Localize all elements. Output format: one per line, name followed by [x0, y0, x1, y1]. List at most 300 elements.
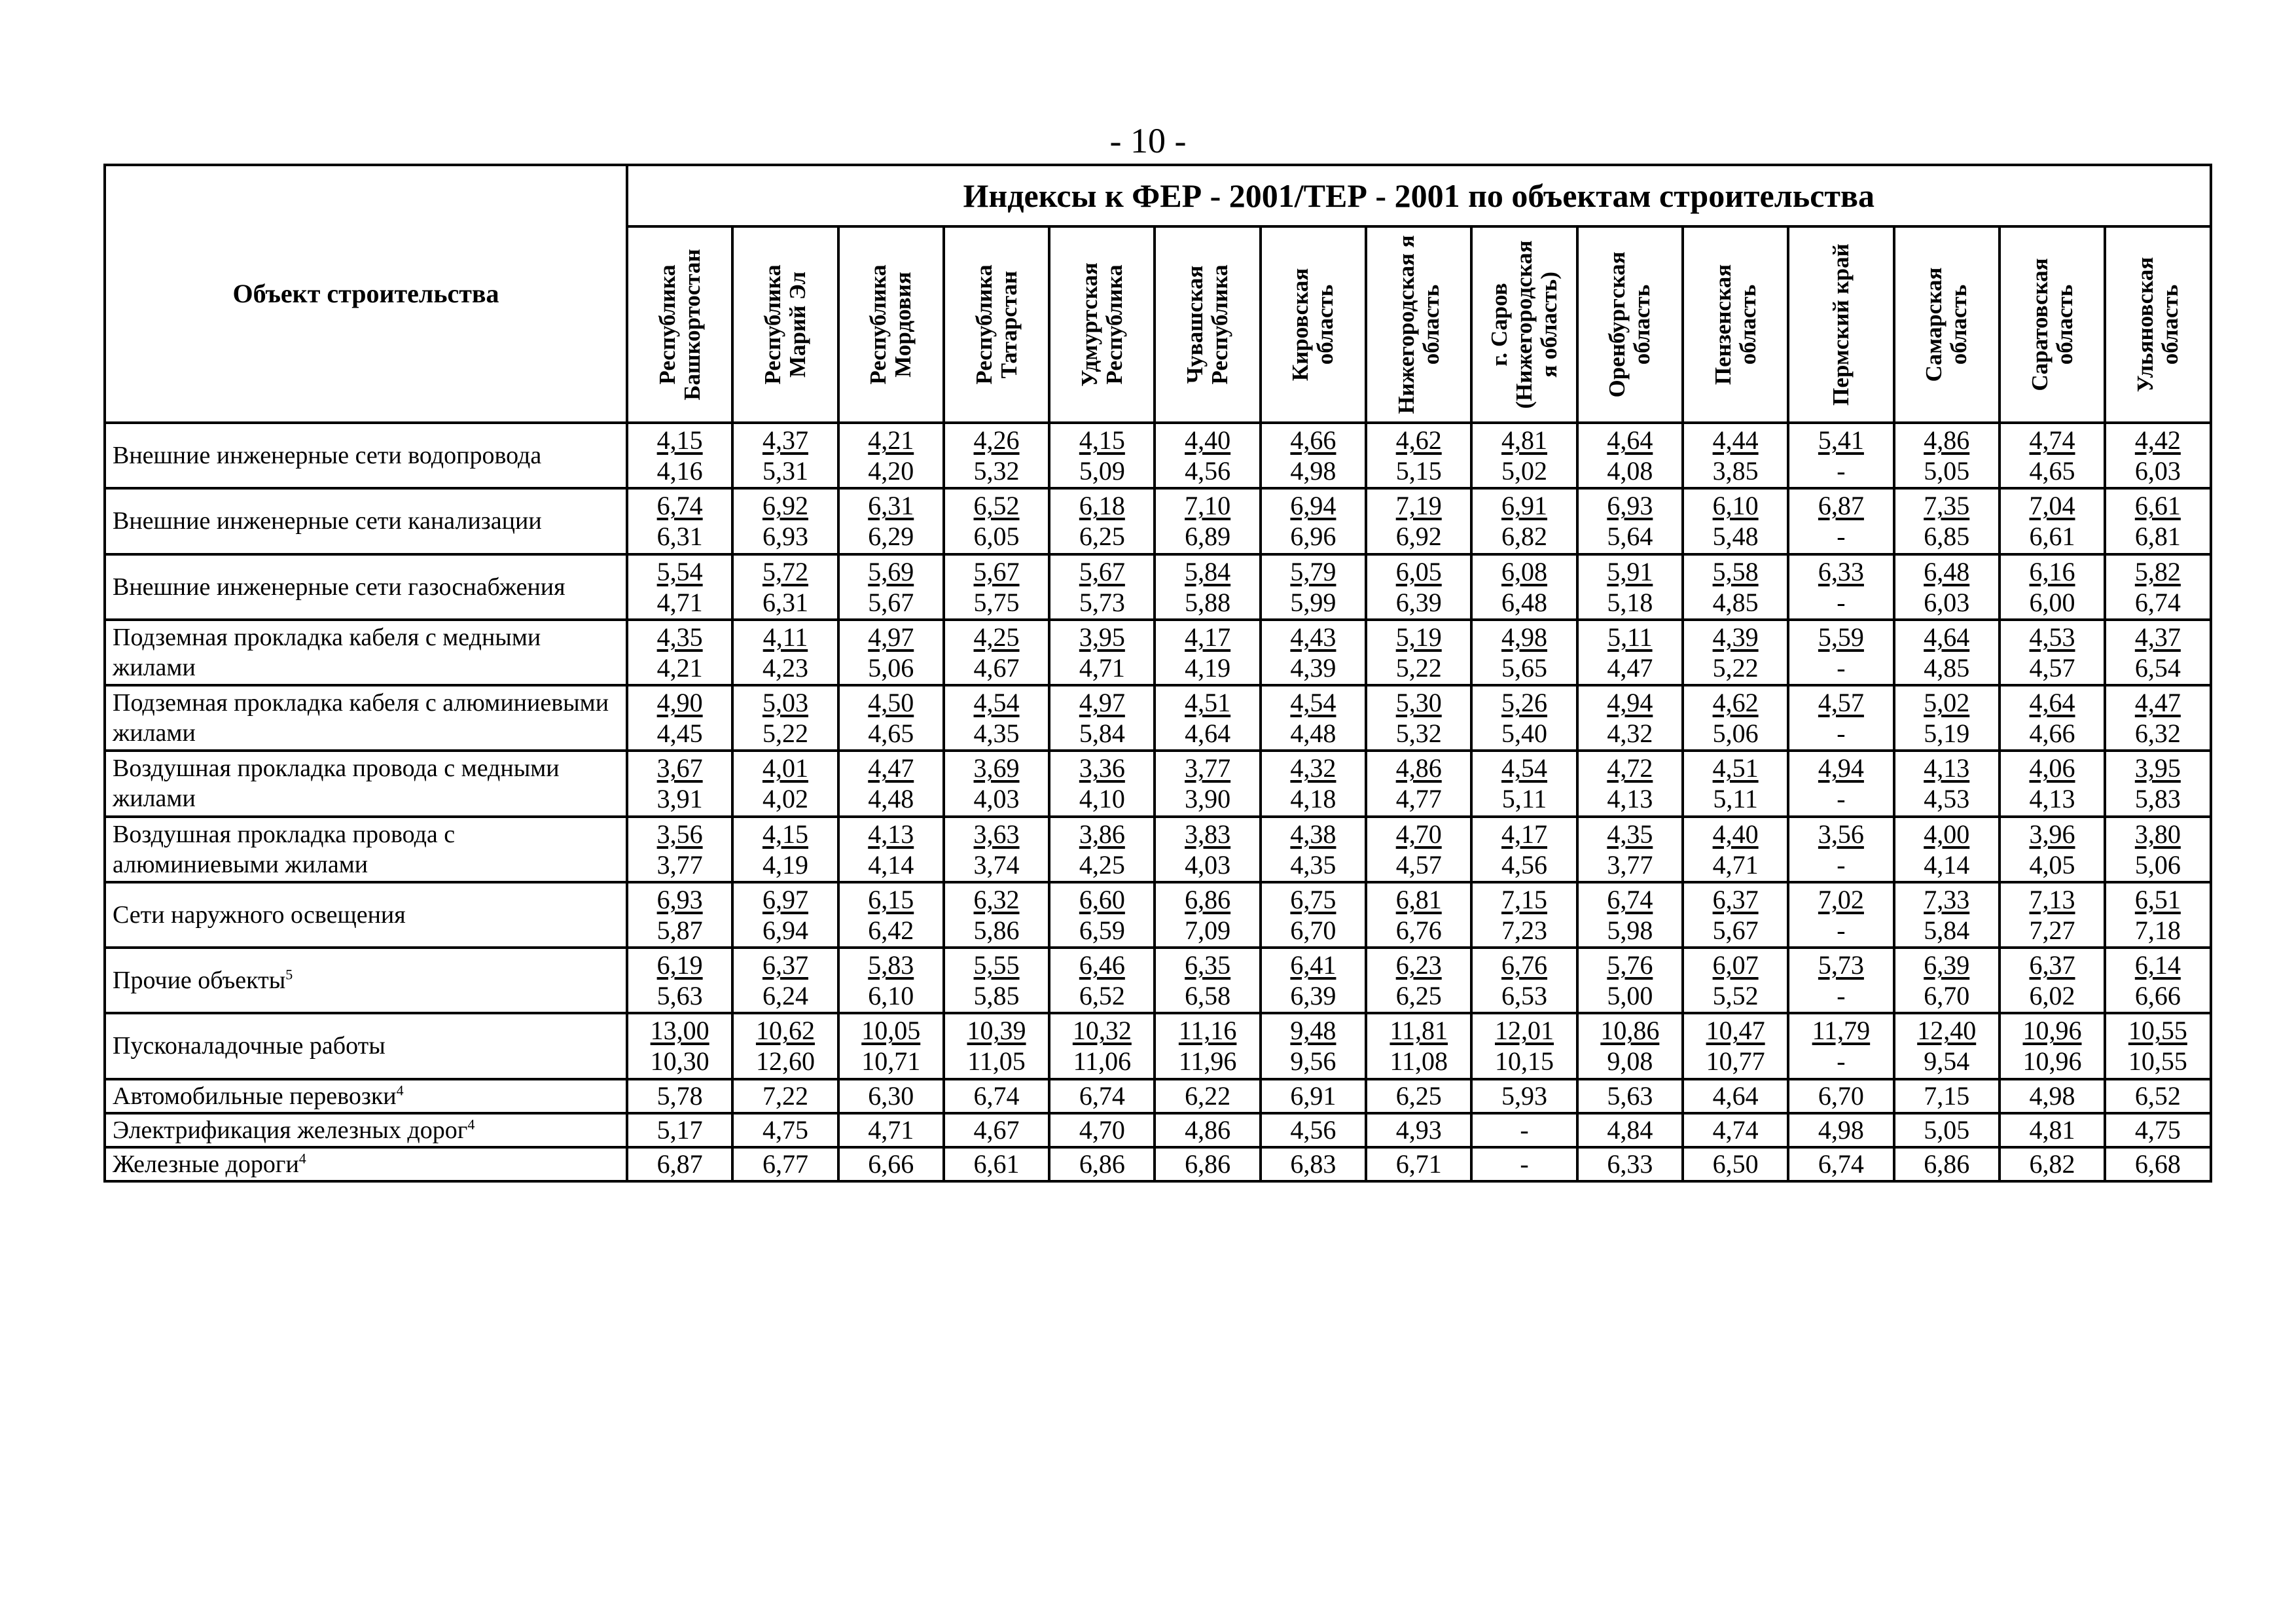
table-row [105, 620, 2211, 685]
value-upper: 5,67 [1079, 556, 1125, 586]
value-lower: 5,75 [973, 587, 1020, 617]
value: 4,67 [973, 1115, 1020, 1145]
value-cell [944, 554, 1049, 620]
footnote-mark: 4 [298, 1150, 306, 1167]
value-cell [2105, 620, 2210, 685]
value-cell [1261, 817, 1366, 882]
value-lower: 5,32 [1395, 719, 1442, 749]
value-cell [1049, 948, 1155, 1013]
value-cell [1577, 685, 1683, 751]
value-cell [1471, 817, 1577, 882]
value-cell [2105, 948, 2210, 1013]
value-upper: 6,10 [1712, 491, 1759, 521]
value-upper: 4,13 [1924, 753, 1970, 783]
value-upper: 3,56 [656, 819, 703, 849]
value-lower: 5,86 [973, 915, 1020, 945]
value: 6,86 [1079, 1149, 1125, 1179]
value-upper: 10,96 [2022, 1016, 2082, 1046]
object-name-cell [105, 1113, 627, 1147]
object-name-cell [105, 1147, 627, 1181]
value-cell [2000, 948, 2105, 1013]
table-row [105, 1147, 2211, 1181]
value-upper: 13,00 [650, 1016, 709, 1046]
value-cell [2000, 554, 2105, 620]
value-cell [627, 620, 732, 685]
value-cell [838, 423, 944, 488]
value-cell [627, 1147, 732, 1181]
value-upper: 10,32 [1072, 1016, 1132, 1046]
value-cell [1788, 1079, 1893, 1113]
value-lower: 3,74 [973, 849, 1020, 880]
value-lower: 6,89 [1185, 522, 1231, 552]
value-cell [1577, 1013, 1683, 1079]
value-lower: 4,35 [973, 719, 1020, 749]
value-upper: 4,43 [1290, 622, 1336, 652]
value-upper: 4,97 [868, 622, 914, 652]
value-upper: 4,86 [1924, 425, 1970, 455]
value-cell [1683, 423, 1788, 488]
value-lower: 4,53 [1924, 784, 1970, 814]
value-cell [627, 1013, 732, 1079]
object-name: Автомобильные перевозки [113, 1082, 397, 1110]
value-upper: 10,47 [1706, 1016, 1765, 1046]
value-cell [1155, 1113, 1260, 1147]
value-lower: - [1837, 719, 1846, 749]
region-label: Чувашская Республика [1182, 264, 1233, 385]
value-upper: 4,06 [2029, 753, 2075, 783]
value-cell [1683, 1147, 1788, 1181]
object-name: Прочие объекты [113, 967, 286, 995]
value-cell [1366, 1147, 1471, 1181]
value: 6,50 [1712, 1149, 1759, 1179]
value-lower: 4,71 [656, 587, 703, 617]
value-cell [1894, 1113, 2000, 1147]
value-cell [627, 817, 732, 882]
value-cell [1894, 488, 2000, 554]
value-lower: 4,10 [1079, 784, 1125, 814]
value-upper: 3,67 [656, 753, 703, 783]
region-label: Республика Марий Эл [759, 264, 810, 385]
value-lower: 12,60 [755, 1046, 815, 1077]
value: 6,70 [1818, 1080, 1864, 1111]
value-lower: 4,65 [2029, 456, 2075, 486]
value-lower: 5,67 [1712, 915, 1759, 945]
value-upper: 4,53 [2029, 622, 2075, 652]
value-cell [1155, 685, 1260, 751]
value-cell [1261, 882, 1366, 948]
construction-index-table [103, 164, 2212, 1183]
value-upper: 6,93 [1607, 491, 1653, 521]
value-upper: 4,47 [2134, 688, 2181, 718]
value-lower: 4,85 [1712, 587, 1759, 617]
value-lower: 9,08 [1607, 1046, 1653, 1077]
region-header-13 [2000, 226, 2105, 423]
value-cell [732, 1113, 838, 1147]
value-cell [944, 620, 1049, 685]
value-cell [944, 948, 1049, 1013]
object-name-cell [105, 1079, 627, 1113]
region-label: Пермский край [1827, 243, 1854, 406]
value-upper: 6,93 [656, 884, 703, 914]
value-upper: 3,36 [1079, 753, 1125, 783]
value-lower: 4,65 [868, 719, 914, 749]
value-upper: 6,52 [973, 491, 1020, 521]
value-cell [944, 1079, 1049, 1113]
object-name-cell [105, 948, 627, 1013]
value-cell [1155, 817, 1260, 882]
value-lower: 4,66 [2029, 719, 2075, 749]
value-cell [838, 948, 944, 1013]
value-lower: 6,03 [1924, 587, 1970, 617]
value: - [1520, 1149, 1529, 1179]
value-lower: 6,52 [1079, 981, 1125, 1011]
value-cell [1471, 423, 1577, 488]
value-upper: 6,33 [1818, 556, 1864, 586]
value-cell [1049, 1147, 1155, 1181]
region-header-10 [1683, 226, 1788, 423]
value-upper: 5,41 [1818, 425, 1864, 455]
value-lower: 4,21 [656, 652, 703, 683]
value-upper: 6,41 [1290, 950, 1336, 980]
value: 4,70 [1079, 1115, 1125, 1145]
value-lower: 5,06 [1712, 719, 1759, 749]
object-name: Подземная прокладка кабеля с медными жилами [113, 623, 541, 681]
value-lower: 4,16 [656, 456, 703, 486]
value: 6,61 [973, 1149, 1020, 1179]
value-upper: 4,37 [2134, 622, 2181, 652]
value-upper: 7,02 [1818, 884, 1864, 914]
value: 5,78 [656, 1080, 703, 1111]
value-cell [732, 1013, 838, 1079]
value-lower: - [1837, 915, 1846, 945]
value-cell [1788, 620, 1893, 685]
value-upper: 5,54 [656, 556, 703, 586]
value-lower: 5,63 [656, 981, 703, 1011]
value: 4,56 [1290, 1115, 1336, 1145]
value-lower: 6,05 [973, 522, 1020, 552]
value-upper: 11,16 [1178, 1016, 1237, 1046]
value-lower: 9,56 [1290, 1046, 1336, 1077]
value-upper: 6,92 [762, 491, 808, 521]
region-header-2 [838, 226, 944, 423]
table-row [105, 1013, 2211, 1079]
value-upper: 6,87 [1818, 491, 1864, 521]
table-row [105, 423, 2211, 488]
value-lower: 4,23 [762, 652, 808, 683]
value-upper: 5,55 [973, 950, 1020, 980]
region-header-5 [1155, 226, 1260, 423]
value-cell [1261, 488, 1366, 554]
value-upper: 7,35 [1924, 491, 1970, 521]
region-header-14 [2105, 226, 2210, 423]
value-upper: 7,19 [1395, 491, 1442, 521]
value-lower: 7,18 [2134, 915, 2181, 945]
value-cell [2000, 685, 2105, 751]
value-lower: 5,87 [656, 915, 703, 945]
value-cell [1155, 488, 1260, 554]
value-lower: 5,67 [868, 587, 914, 617]
value-lower: 6,10 [868, 981, 914, 1011]
value-upper: 4,62 [1395, 425, 1442, 455]
value-upper: 4,62 [1712, 688, 1759, 718]
value-upper: 10,05 [861, 1016, 921, 1046]
value-lower: 11,05 [967, 1046, 1026, 1077]
value-lower: 5,11 [1713, 784, 1758, 814]
value-lower: 4,47 [1607, 652, 1653, 683]
value-lower: 4,64 [1185, 719, 1231, 749]
value-upper: 4,15 [656, 425, 703, 455]
value-cell [1471, 620, 1577, 685]
value: 6,33 [1607, 1149, 1653, 1179]
value-lower: 5,22 [1395, 652, 1442, 683]
value-cell [1471, 1079, 1577, 1113]
value-cell [1155, 423, 1260, 488]
value-upper: 6,16 [2029, 556, 2075, 586]
region-label: Оренбургская область [1604, 251, 1655, 398]
value-cell [1471, 1013, 1577, 1079]
value-cell [2105, 1079, 2210, 1113]
value-upper: 6,37 [2029, 950, 2075, 980]
value-cell [1155, 751, 1260, 816]
value-upper: 4,57 [1818, 688, 1864, 718]
value: 6,77 [762, 1149, 808, 1179]
value-upper: 6,39 [1924, 950, 1970, 980]
region-header-4 [1049, 226, 1155, 423]
value-lower: 10,71 [861, 1046, 921, 1077]
value-upper: 7,04 [2029, 491, 2075, 521]
value: 4,98 [2029, 1080, 2075, 1111]
value-upper: 10,55 [2128, 1016, 2187, 1046]
region-header-12 [1894, 226, 2000, 423]
indices-title: Индексы к ФЕР - 2001/ТЕР - 2001 по объектам строительства [627, 165, 2211, 226]
object-name: Внешние инженерные сети газоснабжения [113, 573, 565, 601]
region-header-3 [944, 226, 1049, 423]
value-upper: 3,86 [1079, 819, 1125, 849]
value-cell [2000, 882, 2105, 948]
object-name: Сети наружного освещения [113, 901, 406, 929]
value-lower: 5,83 [2134, 784, 2181, 814]
value-cell [1366, 882, 1471, 948]
value-lower: 6,39 [1395, 587, 1442, 617]
value-upper: 6,05 [1395, 556, 1442, 586]
value: 5,17 [656, 1115, 703, 1145]
value-lower: 6,53 [1501, 981, 1548, 1011]
value-cell [1366, 423, 1471, 488]
value-lower: 6,02 [2029, 981, 2075, 1011]
value-cell [1366, 620, 1471, 685]
value-lower: 4,57 [2029, 652, 2075, 683]
object-name: Воздушная прокладка провода с алюминиевыми жилами [113, 820, 456, 878]
header-row-main [105, 165, 2211, 226]
value-upper: 4,11 [762, 622, 808, 652]
value-cell [1894, 685, 2000, 751]
value-lower: 3,91 [656, 784, 703, 814]
object-name-cell [105, 423, 627, 488]
value: 6,87 [656, 1149, 703, 1179]
value-cell [2105, 423, 2210, 488]
value-lower: 10,15 [1495, 1046, 1554, 1077]
value-lower: 6,24 [762, 981, 808, 1011]
value-lower: 4,67 [973, 652, 1020, 683]
value-upper: 5,73 [1818, 950, 1864, 980]
value-cell [1155, 1147, 1260, 1181]
value-cell [1049, 554, 1155, 620]
value: 5,63 [1607, 1080, 1653, 1111]
value-cell [1049, 685, 1155, 751]
value-lower: 11,06 [1073, 1046, 1132, 1077]
value-upper: 4,74 [2029, 425, 2075, 455]
value-lower: 6,39 [1290, 981, 1336, 1011]
value: 7,15 [1924, 1080, 1970, 1111]
value-cell [1788, 488, 1893, 554]
value-upper: 4,32 [1290, 753, 1336, 783]
value-cell [838, 685, 944, 751]
value-cell [2105, 882, 2210, 948]
region-header-0 [627, 226, 732, 423]
value-cell [1577, 488, 1683, 554]
object-name-cell [105, 685, 627, 751]
table-row [105, 488, 2211, 554]
value: 6,86 [1185, 1149, 1231, 1179]
value-lower: 6,59 [1079, 915, 1125, 945]
value-cell [1049, 1013, 1155, 1079]
table-row [105, 882, 2211, 948]
value-lower: 6,61 [2029, 522, 2075, 552]
table-row [105, 751, 2211, 816]
value-lower: 4,03 [1185, 849, 1231, 880]
footnote-mark: 5 [285, 966, 293, 983]
value-upper: 4,26 [973, 425, 1020, 455]
value-upper: 6,46 [1079, 950, 1125, 980]
value-cell [1261, 423, 1366, 488]
value-upper: 6,51 [2134, 884, 2181, 914]
value-cell [1366, 488, 1471, 554]
value-upper: 5,19 [1395, 622, 1442, 652]
value: 6,66 [868, 1149, 914, 1179]
value-cell [2105, 751, 2210, 816]
value-cell [2105, 488, 2210, 554]
value-lower: 6,00 [2029, 587, 2075, 617]
value-cell [1683, 1079, 1788, 1113]
value-upper: 4,17 [1501, 819, 1548, 849]
value: 6,83 [1290, 1149, 1336, 1179]
value-upper: 6,32 [973, 884, 1020, 914]
value-upper: 5,83 [868, 950, 914, 980]
value-cell [1366, 751, 1471, 816]
value-lower: 4,39 [1290, 652, 1336, 683]
value-upper: 3,77 [1185, 753, 1231, 783]
value-cell [627, 685, 732, 751]
value-cell [1788, 1013, 1893, 1079]
object-name: Железные дороги [113, 1150, 299, 1178]
value-cell [944, 1013, 1049, 1079]
value-lower: 6,85 [1924, 522, 1970, 552]
value: - [1520, 1115, 1529, 1145]
value-lower: 4,08 [1607, 456, 1653, 486]
value-cell [2105, 1147, 2210, 1181]
value-upper: 4,51 [1185, 688, 1231, 718]
value-lower: 4,20 [868, 456, 914, 486]
value-lower: 4,56 [1501, 849, 1548, 880]
object-name: Внешние инженерные сети водопровода [113, 442, 542, 470]
value-upper: 6,76 [1501, 950, 1548, 980]
value-upper: 4,50 [868, 688, 914, 718]
value-cell [1471, 1147, 1577, 1181]
value-cell [2105, 1113, 2210, 1147]
value-upper: 4,40 [1712, 819, 1759, 849]
value-cell [627, 554, 732, 620]
value-lower: 10,30 [650, 1046, 709, 1077]
value-cell [1577, 948, 1683, 1013]
value: 6,74 [973, 1080, 1020, 1111]
value-lower: 4,14 [868, 849, 914, 880]
value-upper: 6,35 [1185, 950, 1231, 980]
value-lower: 11,08 [1390, 1046, 1448, 1077]
value-cell [627, 488, 732, 554]
region-label: Пензенская область [1710, 264, 1761, 385]
value-cell [838, 751, 944, 816]
value: 6,68 [2134, 1149, 2181, 1179]
value-cell [732, 685, 838, 751]
value-cell [1471, 948, 1577, 1013]
table-row [105, 685, 2211, 751]
value-upper: 6,86 [1185, 884, 1231, 914]
value-upper: 3,69 [973, 753, 1020, 783]
footnote-mark: 4 [467, 1116, 475, 1133]
value-upper: 3,96 [2029, 819, 2075, 849]
value-upper: 3,63 [973, 819, 1020, 849]
value-upper: 4,35 [1607, 819, 1653, 849]
value: 4,98 [1818, 1115, 1864, 1145]
value-cell [1788, 751, 1893, 816]
value-lower: 4,19 [1185, 652, 1231, 683]
value-upper: 5,82 [2134, 556, 2181, 586]
value-lower: 5,22 [762, 719, 808, 749]
value-lower: 4,32 [1607, 719, 1653, 749]
value-upper: 4,90 [656, 688, 703, 718]
value-cell [1683, 817, 1788, 882]
value-lower: 5,88 [1185, 587, 1231, 617]
value-upper: 5,91 [1607, 556, 1653, 586]
value-upper: 6,48 [1924, 556, 1970, 586]
value-cell [1471, 488, 1577, 554]
value-lower: 5,15 [1395, 456, 1442, 486]
value-cell [732, 488, 838, 554]
value-cell [2000, 423, 2105, 488]
value-upper: 5,69 [868, 556, 914, 586]
value: 4,75 [2134, 1115, 2181, 1145]
value-upper: 3,95 [1079, 622, 1125, 652]
region-label: Нижегородская я область [1393, 235, 1444, 414]
value-lower: 4,57 [1395, 849, 1442, 880]
value-cell [1683, 685, 1788, 751]
value-upper: 5,76 [1607, 950, 1653, 980]
region-label: Удмуртская Республика [1076, 262, 1127, 387]
value-cell [1261, 751, 1366, 816]
value-cell [1577, 882, 1683, 948]
value-upper: 6,15 [868, 884, 914, 914]
value-cell [1788, 882, 1893, 948]
value-cell [1577, 423, 1683, 488]
value-cell [1577, 620, 1683, 685]
value-lower: - [1837, 784, 1846, 814]
value: 5,93 [1501, 1080, 1548, 1111]
value-cell [1577, 1079, 1683, 1113]
value-upper: 4,42 [2134, 425, 2181, 455]
value-cell [944, 423, 1049, 488]
object-column-header: Объект строительства [105, 165, 627, 423]
value-lower: 5,22 [1712, 652, 1759, 683]
